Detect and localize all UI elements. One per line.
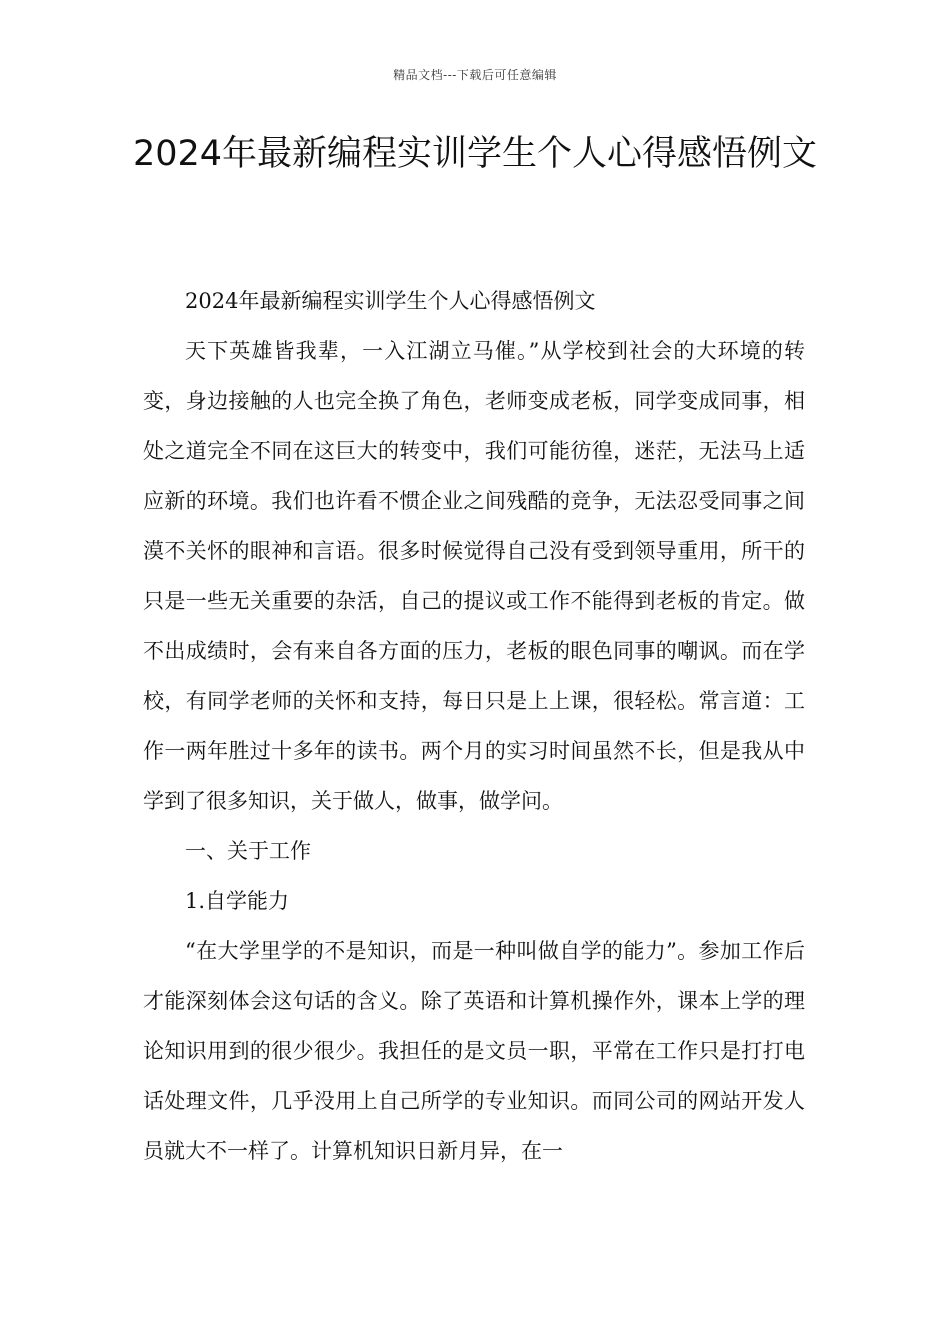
paragraph-subtitle: 2024年最新编程实训学生个人心得感悟例文 bbox=[185, 289, 596, 313]
paragraph-intro: 天下英雄皆我辈，一入江湖立马催。”从学校到社会的大环境的转变，身边接触的人也完全换了角色，老师变成老板，同学变成同事，相处之道完全不同在这巨大的转变中，我们可能彷徨，迷茫，无法马上适应新的环境。我们也许看不惯企业之间残酷的竞争，无法忍受同事之间漠不关怀的眼神和言语。很多时候觉得自己没有受到领导重用，所干的只是一些无关重要的杂活，自己的提议或工作不能得到老板的肯定。做不出成绩时，会有来自各方面的压力，老板的眼色同事的嘲讽。而在学校，有同学老师的关怀和支持，每日只是上上课，很轻松。常言道：工作一两年胜过十多年的读书。两个月的实习时间虽然不长，但是我从中学到了很多知识，关于做人，做事，做学问。 bbox=[143, 339, 805, 813]
subsection-heading-self-study: 1.自学能力 bbox=[185, 889, 290, 913]
paragraph-self-study: “在大学里学的不是知识，而是一种叫做自学的能力”。参加工作后才能深刻体会这句话的含义。除了英语和计算机操作外，课本上学的理论知识用到的很少很少。我担任的是文员一职，平常在工作只是打打电话处理文件，几乎没用上自己所学的专业知识。而同公司的网站开发人员就大不一样了。计算机知识日新月异，在一 bbox=[143, 939, 805, 1163]
header-note: 精品文档---下载后可任意编辑 bbox=[393, 68, 557, 82]
document-body bbox=[143, 276, 805, 1176]
document-title: 2024年最新编程实训学生个人心得感悟例文 bbox=[132, 134, 818, 174]
section-heading-work: 一、关于工作 bbox=[185, 839, 311, 863]
